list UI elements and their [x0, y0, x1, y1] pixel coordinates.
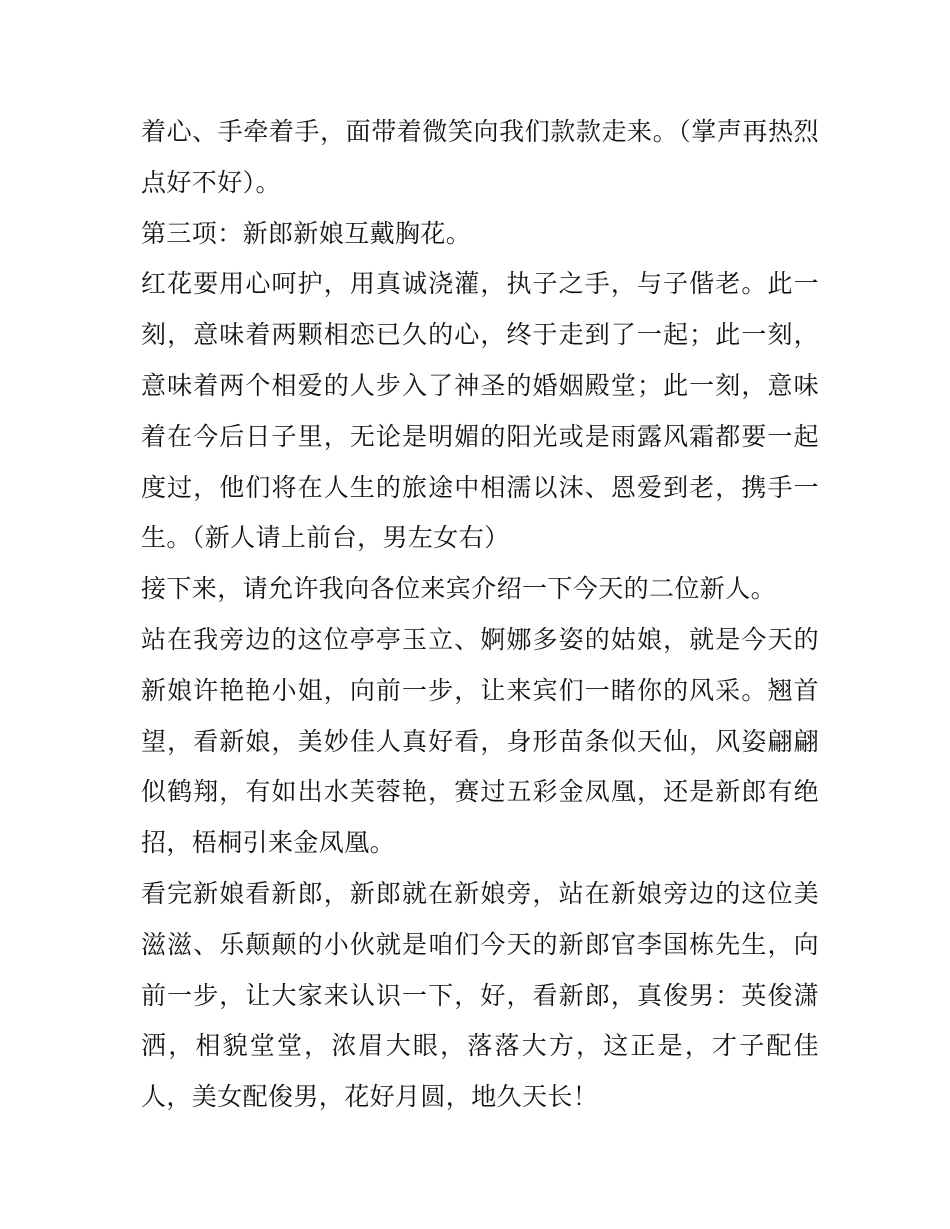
document-body: [141, 107, 819, 1123]
paragraph-introduction-lead: 接下来，请允许我向各位来宾介绍一下今天的二位新人。: [141, 574, 777, 604]
paragraph-item-three-heading: 第三项：新郎新娘互戴胸花。: [141, 218, 472, 248]
paragraph-corsage-speech: 红花要用心呵护，用真诚浇灌，执子之手，与子偕老。此一刻，意味着两颗相恋已久的心，终于走到了一起；此一刻，意味着两个相爱的人步入了神圣的婚姻殿堂；此一刻，意味着在今后日子里，无论是明媚的阳光或是雨露风霜都要一起度过，他们将在人生的旅途中相濡以沫、恩爱到老，携手一生。（新人请上前台，男左女右）: [141, 269, 819, 553]
paragraph-bride-introduction: 站在我旁边的这位亭亭玉立、婀娜多姿的姑娘，就是今天的新娘许艳艳小姐，向前一步，让来宾们一睹你的风采。翘首望，看新娘，美妙佳人真好看，身形苗条似天仙，风姿翩翩似鹤翔，有如出水芙蓉艳，赛过五彩金凤凰，还是新郎有绝招，梧桐引来金凤凰。: [141, 624, 819, 858]
paragraph-entrance-continued: 着心、手牵着手，面带着微笑向我们款款走来。（掌声再热烈点好不好）。: [141, 117, 819, 197]
paragraph-groom-introduction: 看完新娘看新郎，新郎就在新娘旁，站在新娘旁边的这位美滋滋、乐颠颠的小伙就是咱们今天的新郎官李国栋先生，向前一步，让大家来认识一下，好，看新郎，真俊男：英俊潇洒，相貌堂堂，浓眉大眼，落落大方，这正是，才子配佳人，美女配俊男，花好月圆，地久天长！: [141, 878, 819, 1112]
